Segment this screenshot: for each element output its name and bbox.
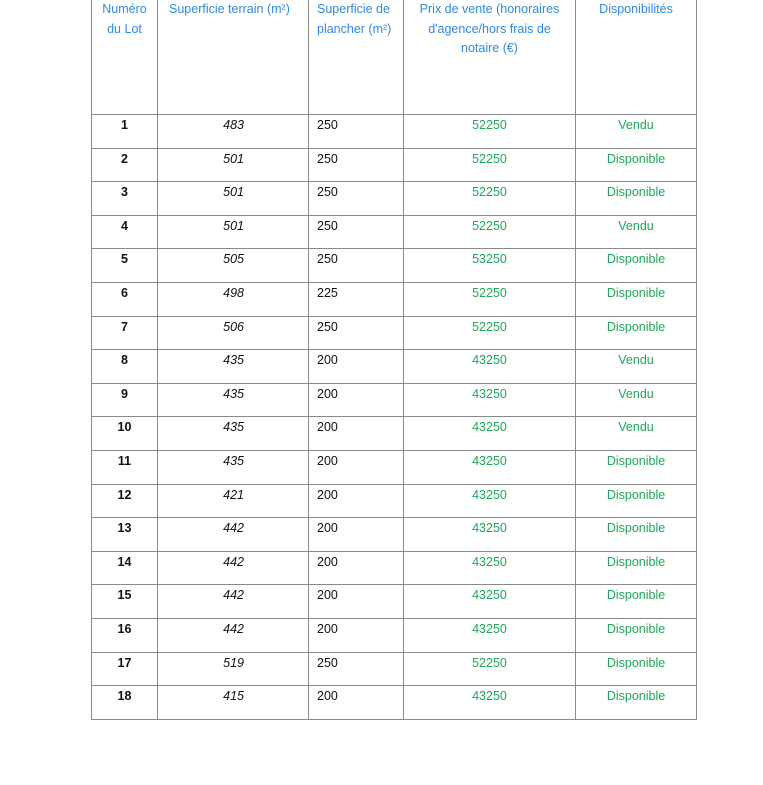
cell-floor-area: 250 [309, 148, 404, 182]
cell-availability: Disponible [576, 450, 697, 484]
cell-land-area: 435 [158, 417, 309, 451]
table-row [92, 417, 697, 451]
header-availability-label: Disponibilités [599, 2, 673, 16]
table-row [92, 484, 697, 518]
cell-land-area: 505 [158, 249, 309, 283]
cell-lot-number: 5 [92, 249, 158, 283]
table-row [92, 585, 697, 619]
cell-land-area: 442 [158, 518, 309, 552]
cell-land-area: 506 [158, 316, 309, 350]
cell-lot-number: 17 [92, 652, 158, 686]
cell-availability: Disponible [576, 652, 697, 686]
cell-availability: Disponible [576, 484, 697, 518]
cell-lot-number: 7 [92, 316, 158, 350]
cell-availability: Disponible [576, 518, 697, 552]
cell-lot-number: 11 [92, 450, 158, 484]
cell-floor-area: 200 [309, 585, 404, 619]
cell-sale-price: 52250 [404, 316, 576, 350]
table-row [92, 182, 697, 216]
cell-availability: Disponible [576, 282, 697, 316]
cell-floor-area: 200 [309, 618, 404, 652]
cell-lot-number: 2 [92, 148, 158, 182]
table-row [92, 249, 697, 283]
header-price-line-3: notaire (€) [461, 41, 518, 55]
cell-land-area: 442 [158, 585, 309, 619]
cell-land-area: 483 [158, 115, 309, 149]
header-floor-line-1: Superficie de [317, 2, 390, 16]
cell-sale-price: 43250 [404, 585, 576, 619]
cell-availability: Disponible [576, 148, 697, 182]
table-row [92, 115, 697, 149]
cell-floor-area: 200 [309, 484, 404, 518]
cell-lot-number: 10 [92, 417, 158, 451]
cell-floor-area: 200 [309, 551, 404, 585]
cell-lot-number: 13 [92, 518, 158, 552]
table-row [92, 652, 697, 686]
cell-availability: Vendu [576, 115, 697, 149]
cell-land-area: 442 [158, 551, 309, 585]
cell-land-area: 498 [158, 282, 309, 316]
cell-land-area: 442 [158, 618, 309, 652]
table-row [92, 450, 697, 484]
table-row [92, 383, 697, 417]
header-floor-area [309, 0, 404, 115]
cell-availability: Disponible [576, 249, 697, 283]
cell-sale-price: 43250 [404, 518, 576, 552]
header-land-area [158, 0, 309, 115]
cell-sale-price: 43250 [404, 551, 576, 585]
cell-sale-price: 52250 [404, 182, 576, 216]
cell-land-area: 421 [158, 484, 309, 518]
cell-sale-price: 43250 [404, 686, 576, 720]
cell-lot-number: 4 [92, 215, 158, 249]
cell-availability: Vendu [576, 215, 697, 249]
header-land-area-label: Superficie terrain (m²) [169, 2, 290, 16]
table-row [92, 350, 697, 384]
cell-lot-number: 1 [92, 115, 158, 149]
table-body [92, 115, 697, 720]
cell-land-area: 435 [158, 350, 309, 384]
cell-land-area: 435 [158, 450, 309, 484]
cell-lot-number: 14 [92, 551, 158, 585]
cell-sale-price: 43250 [404, 450, 576, 484]
cell-lot-number: 12 [92, 484, 158, 518]
header-price-line-2: d'agence/hors frais de [428, 21, 551, 36]
cell-sale-price: 43250 [404, 484, 576, 518]
cell-availability: Disponible [576, 316, 697, 350]
cell-availability: Disponible [576, 618, 697, 652]
cell-lot-number: 3 [92, 182, 158, 216]
cell-lot-number: 6 [92, 282, 158, 316]
header-lot-line-1: Numéro [102, 2, 147, 16]
cell-availability: Vendu [576, 417, 697, 451]
cell-land-area: 501 [158, 148, 309, 182]
table-row [92, 618, 697, 652]
table-row [92, 686, 697, 720]
cell-lot-number: 9 [92, 383, 158, 417]
cell-sale-price: 43250 [404, 350, 576, 384]
table-row [92, 215, 697, 249]
cell-lot-number: 18 [92, 686, 158, 720]
cell-sale-price: 43250 [404, 618, 576, 652]
cell-availability: Disponible [576, 182, 697, 216]
cell-floor-area: 200 [309, 450, 404, 484]
table-header [92, 0, 697, 115]
cell-sale-price: 52250 [404, 115, 576, 149]
cell-floor-area: 250 [309, 215, 404, 249]
cell-floor-area: 250 [309, 182, 404, 216]
cell-availability: Disponible [576, 585, 697, 619]
cell-floor-area: 200 [309, 518, 404, 552]
table-row [92, 282, 697, 316]
cell-floor-area: 250 [309, 249, 404, 283]
cell-sale-price: 43250 [404, 417, 576, 451]
table-row [92, 148, 697, 182]
table-row [92, 316, 697, 350]
cell-availability: Vendu [576, 350, 697, 384]
header-floor-line-2: plancher (m²) [317, 21, 392, 36]
cell-sale-price: 52250 [404, 215, 576, 249]
cell-floor-area: 200 [309, 350, 404, 384]
header-price-line-1: Prix de vente (honoraires [419, 2, 560, 16]
cell-lot-number: 8 [92, 350, 158, 384]
cell-sale-price: 52250 [404, 148, 576, 182]
cell-floor-area: 200 [309, 686, 404, 720]
cell-land-area: 415 [158, 686, 309, 720]
cell-availability: Disponible [576, 686, 697, 720]
cell-floor-area: 250 [309, 316, 404, 350]
cell-sale-price: 52250 [404, 282, 576, 316]
cell-floor-area: 250 [309, 652, 404, 686]
cell-land-area: 501 [158, 182, 309, 216]
cell-availability: Disponible [576, 551, 697, 585]
cell-floor-area: 250 [309, 115, 404, 149]
header-availability [576, 0, 697, 115]
header-sale-price [404, 0, 576, 115]
cell-sale-price: 43250 [404, 383, 576, 417]
cell-land-area: 501 [158, 215, 309, 249]
cell-floor-area: 225 [309, 282, 404, 316]
table-row [92, 551, 697, 585]
cell-availability: Vendu [576, 383, 697, 417]
header-lot-number [92, 0, 158, 115]
cell-land-area: 435 [158, 383, 309, 417]
cell-floor-area: 200 [309, 417, 404, 451]
cell-lot-number: 16 [92, 618, 158, 652]
header-row [92, 0, 697, 115]
header-lot-line-2: du Lot [107, 21, 142, 36]
cell-sale-price: 53250 [404, 249, 576, 283]
cell-lot-number: 15 [92, 585, 158, 619]
cell-land-area: 519 [158, 652, 309, 686]
table-row [92, 518, 697, 552]
cell-sale-price: 52250 [404, 652, 576, 686]
cell-floor-area: 200 [309, 383, 404, 417]
lots-table [91, 0, 697, 720]
